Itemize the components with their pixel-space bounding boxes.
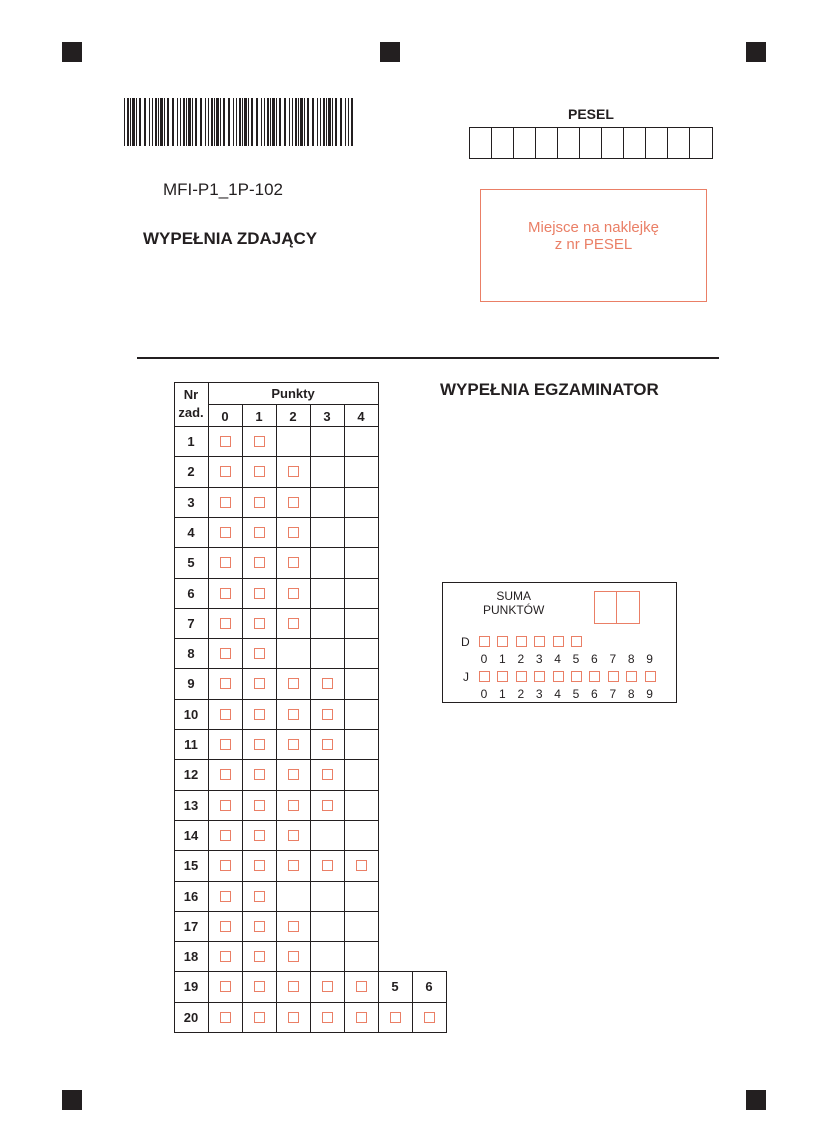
registration-mark-top-left	[62, 42, 82, 62]
score-checkbox[interactable]	[356, 981, 367, 992]
score-checkbox[interactable]	[220, 769, 231, 780]
score-checkbox[interactable]	[220, 648, 231, 659]
score-checkbox[interactable]	[220, 891, 231, 902]
barcode-bar	[284, 98, 286, 146]
units-digit-label: 3	[535, 687, 543, 701]
score-checkbox[interactable]	[254, 951, 265, 962]
barcode-bar	[223, 98, 225, 146]
units-digit-checkbox[interactable]	[589, 671, 600, 682]
barcode-bar	[188, 98, 191, 146]
score-checkbox[interactable]	[322, 981, 333, 992]
header-point-col-label: 3	[323, 409, 331, 424]
barcode-bar	[139, 98, 141, 146]
score-checkbox[interactable]	[220, 800, 231, 811]
score-checkbox[interactable]	[288, 800, 299, 811]
barcode-bar	[239, 98, 241, 146]
tens-digit-label: 1	[499, 652, 506, 666]
tens-digit-label: 8	[627, 652, 635, 666]
task-number: 20	[183, 1009, 199, 1025]
extra-point-col-label: 5	[391, 979, 399, 995]
pesel-label: PESEL	[568, 106, 614, 122]
pesel-digit-box[interactable]	[624, 128, 646, 158]
score-checkbox[interactable]	[424, 1012, 435, 1023]
registration-mark-top-center	[380, 42, 400, 62]
units-digit-checkbox[interactable]	[516, 671, 527, 682]
pesel-digit-box[interactable]	[536, 128, 558, 158]
barcode-bar	[228, 98, 230, 146]
header-zad-label: zad.	[178, 405, 204, 420]
row-d-label: D	[461, 635, 470, 649]
score-checkbox[interactable]	[220, 436, 231, 447]
tens-digit-label: 7	[609, 652, 617, 666]
pesel-digit-box[interactable]	[558, 128, 580, 158]
barcode-bar	[272, 98, 275, 146]
score-checkbox[interactable]	[288, 527, 299, 538]
barcode-bar	[251, 98, 253, 146]
score-checkbox[interactable]	[254, 981, 265, 992]
score-checkbox[interactable]	[220, 618, 231, 629]
score-cell	[344, 608, 379, 639]
task-number: 2	[187, 464, 195, 480]
barcode-bar	[332, 98, 333, 146]
score-checkbox[interactable]	[220, 588, 231, 599]
units-digit-label: 0	[480, 687, 488, 701]
score-checkbox[interactable]	[322, 860, 333, 871]
score-cell	[310, 941, 345, 972]
score-cell	[310, 608, 345, 639]
barcode-bar	[304, 98, 305, 146]
score-cell	[344, 578, 379, 609]
score-cell	[276, 638, 311, 669]
score-cell	[310, 881, 345, 912]
barcode-bar	[127, 98, 129, 146]
score-cell	[310, 426, 345, 457]
barcode-bar	[158, 98, 159, 146]
task-number: 9	[187, 676, 195, 692]
exam-code: MFI-P1_1P-102	[163, 180, 283, 199]
tens-digit-checkbox[interactable]	[571, 636, 582, 647]
score-checkbox[interactable]	[220, 830, 231, 841]
score-cell	[344, 668, 379, 699]
barcode-bar	[220, 98, 221, 146]
score-checkbox[interactable]	[288, 1012, 299, 1023]
examiner-section-title: WYPEŁNIA EGZAMINATOR	[440, 380, 659, 399]
barcode-bar	[130, 98, 131, 146]
score-checkbox[interactable]	[356, 1012, 367, 1023]
score-checkbox[interactable]	[322, 739, 333, 750]
barcode-bar	[205, 98, 206, 146]
score-checkbox[interactable]	[288, 830, 299, 841]
barcode-bar	[177, 98, 178, 146]
barcode-bar	[340, 98, 342, 146]
tens-digit-label: 3	[535, 652, 543, 666]
score-cell	[310, 487, 345, 518]
score-checkbox[interactable]	[356, 860, 367, 871]
task-number: 18	[183, 949, 199, 965]
score-cell	[344, 941, 379, 972]
task-number: 17	[183, 918, 199, 934]
score-checkbox[interactable]	[254, 860, 265, 871]
barcode-bar	[192, 98, 193, 146]
score-cell	[344, 729, 379, 760]
barcode-bar	[307, 98, 309, 146]
score-checkbox[interactable]	[220, 921, 231, 932]
score-checkbox[interactable]	[254, 830, 265, 841]
pesel-digit-box[interactable]	[668, 128, 690, 158]
barcode-bar	[292, 98, 293, 146]
score-cell	[344, 638, 379, 669]
score-cell	[344, 426, 379, 457]
score-checkbox[interactable]	[220, 739, 231, 750]
barcode-bar	[167, 98, 169, 146]
barcode-bar	[211, 98, 213, 146]
barcode-bar	[144, 98, 146, 146]
tens-digit-checkbox[interactable]	[534, 636, 545, 647]
task-number: 14	[183, 827, 199, 843]
sticker-text-line1: Miejsce na naklejkę	[528, 219, 659, 236]
barcode-bar	[186, 98, 187, 146]
score-cell	[344, 547, 379, 578]
barcode-bar	[345, 98, 346, 146]
score-cell	[310, 911, 345, 942]
score-cell	[344, 456, 379, 487]
score-checkbox[interactable]	[288, 739, 299, 750]
barcode-bar	[267, 98, 269, 146]
barcode-bar	[264, 98, 265, 146]
score-checkbox[interactable]	[288, 618, 299, 629]
score-checkbox[interactable]	[254, 557, 265, 568]
barcode-bar	[195, 98, 197, 146]
task-number: 5	[187, 555, 195, 571]
barcode-bar	[164, 98, 165, 146]
score-cell	[344, 790, 379, 821]
tens-digit-label: 9	[646, 652, 653, 666]
sum-points-boxes[interactable]	[594, 591, 640, 624]
score-checkbox[interactable]	[288, 588, 299, 599]
score-cell	[310, 638, 345, 669]
barcode-bar	[351, 98, 353, 146]
barcode-bar	[312, 98, 314, 146]
score-checkbox[interactable]	[220, 527, 231, 538]
barcode-bar	[160, 98, 163, 146]
units-digit-label: 4	[554, 687, 561, 701]
barcode-bar	[348, 98, 349, 146]
header-point-col-label: 0	[221, 409, 229, 424]
task-number: 16	[183, 888, 199, 904]
score-checkbox[interactable]	[288, 860, 299, 871]
task-number: 13	[183, 797, 199, 813]
pesel-sticker-area	[480, 189, 707, 302]
candidate-section-title: WYPEŁNIA ZDAJĄCY	[143, 229, 318, 248]
tens-digit-checkbox[interactable]	[516, 636, 527, 647]
barcode-bar	[172, 98, 174, 146]
units-digit-label: 8	[627, 687, 635, 701]
score-checkbox[interactable]	[288, 466, 299, 477]
score-checkbox[interactable]	[288, 769, 299, 780]
units-digit-checkbox[interactable]	[534, 671, 545, 682]
task-number: 1	[187, 434, 195, 449]
score-checkbox[interactable]	[288, 921, 299, 932]
barcode-bar	[233, 98, 234, 146]
pesel-digit-box[interactable]	[514, 128, 536, 158]
barcode-bar	[328, 98, 331, 146]
score-cell	[344, 820, 379, 851]
score-checkbox[interactable]	[254, 709, 265, 720]
registration-mark-bottom-left	[62, 1090, 82, 1110]
barcode-bar	[236, 98, 237, 146]
units-digit-label: 7	[609, 687, 617, 701]
task-number: 4	[187, 524, 195, 540]
task-number: 15	[183, 858, 199, 874]
score-cell	[344, 517, 379, 548]
pesel-digit-box[interactable]	[492, 128, 514, 158]
barcode-bar	[298, 98, 299, 146]
score-checkbox[interactable]	[220, 497, 231, 508]
score-checkbox[interactable]	[254, 678, 265, 689]
score-checkbox[interactable]	[254, 921, 265, 932]
barcode-bar	[242, 98, 243, 146]
score-checkbox[interactable]	[390, 1012, 401, 1023]
score-checkbox[interactable]	[220, 951, 231, 962]
task-number: 10	[183, 706, 199, 722]
score-checkbox[interactable]	[322, 769, 333, 780]
score-cell	[344, 911, 379, 942]
barcode-bar	[295, 98, 297, 146]
pesel-digit-box[interactable]	[580, 128, 602, 158]
header-point-col-label: 4	[357, 409, 365, 424]
score-checkbox[interactable]	[254, 588, 265, 599]
header-point-col-label: 2	[289, 409, 297, 424]
score-checkbox[interactable]	[254, 497, 265, 508]
score-cell	[276, 881, 311, 912]
score-checkbox[interactable]	[220, 678, 231, 689]
pesel-digit-box[interactable]	[690, 128, 712, 158]
score-checkbox[interactable]	[254, 436, 265, 447]
units-digit-checkbox[interactable]	[497, 671, 508, 682]
barcode-bar	[183, 98, 185, 146]
units-digit-label: 9	[646, 687, 653, 701]
barcode-bar	[208, 98, 209, 146]
score-checkbox[interactable]	[254, 527, 265, 538]
sum-points-label	[483, 589, 544, 617]
barcode-bar	[149, 98, 150, 146]
score-cell	[310, 820, 345, 851]
score-checkbox[interactable]	[322, 678, 333, 689]
tens-digit-label: 2	[517, 652, 525, 666]
units-digit-checkbox[interactable]	[645, 671, 656, 682]
units-digit-label: 6	[591, 687, 598, 701]
barcode-bar	[200, 98, 202, 146]
score-checkbox[interactable]	[322, 709, 333, 720]
units-digit-checkbox[interactable]	[608, 671, 619, 682]
barcode-bar	[323, 98, 325, 146]
pesel-digit-box[interactable]	[602, 128, 624, 158]
barcode	[124, 98, 354, 146]
tens-digit-checkbox[interactable]	[479, 636, 490, 647]
barcode-bar	[152, 98, 153, 146]
score-cell	[276, 426, 311, 457]
units-digit-label: 2	[517, 687, 525, 701]
pesel-input-boxes[interactable]	[469, 127, 713, 159]
tens-digit-label: 4	[554, 652, 561, 666]
pesel-digit-box[interactable]	[646, 128, 668, 158]
units-digit-checkbox[interactable]	[479, 671, 490, 682]
sum-label-line2: PUNKTÓW	[483, 603, 545, 617]
barcode-bar	[270, 98, 271, 146]
barcode-bar	[261, 98, 262, 146]
barcode-bar	[320, 98, 321, 146]
barcode-bar	[248, 98, 249, 146]
score-checkbox[interactable]	[288, 557, 299, 568]
task-number: 11	[184, 737, 198, 752]
tens-digit-label: 5	[572, 652, 580, 666]
units-digit-label: 5	[572, 687, 580, 701]
score-checkbox[interactable]	[254, 739, 265, 750]
task-number: 12	[183, 767, 199, 783]
task-number: 19	[183, 979, 199, 995]
sum-label-line1: SUMA	[496, 589, 531, 603]
score-cell	[310, 517, 345, 548]
task-number: 8	[187, 646, 195, 662]
score-checkbox[interactable]	[254, 891, 265, 902]
section-divider	[137, 357, 719, 359]
score-checkbox[interactable]	[288, 709, 299, 720]
score-checkbox[interactable]	[220, 1012, 231, 1023]
tens-digit-checkbox[interactable]	[497, 636, 508, 647]
score-checkbox[interactable]	[220, 557, 231, 568]
tens-digit-label: 6	[591, 652, 598, 666]
barcode-bar	[124, 98, 125, 146]
barcode-bar	[300, 98, 303, 146]
score-checkbox[interactable]	[220, 466, 231, 477]
barcode-bar	[276, 98, 277, 146]
units-digit-checkbox[interactable]	[571, 671, 582, 682]
barcode-bar	[244, 98, 247, 146]
barcode-bar	[326, 98, 327, 146]
barcode-bar	[256, 98, 258, 146]
task-number: 3	[187, 494, 195, 510]
score-checkbox[interactable]	[254, 466, 265, 477]
score-checkbox[interactable]	[322, 1012, 333, 1023]
header-point-col-label: 1	[255, 409, 263, 424]
score-checkbox[interactable]	[220, 981, 231, 992]
tens-digit-label: 0	[480, 652, 488, 666]
registration-mark-top-right	[746, 42, 766, 62]
units-digit-checkbox[interactable]	[626, 671, 637, 682]
score-checkbox[interactable]	[254, 648, 265, 659]
score-checkbox[interactable]	[220, 709, 231, 720]
barcode-bar	[180, 98, 181, 146]
tens-digit-checkbox[interactable]	[553, 636, 564, 647]
task-number: 7	[187, 615, 195, 631]
barcode-bar	[279, 98, 281, 146]
sum-points-panel	[442, 582, 677, 703]
score-cell	[344, 759, 379, 790]
sticker-text-line2: z nr PESEL	[554, 236, 633, 253]
barcode-bar	[132, 98, 135, 146]
barcode-bar	[216, 98, 219, 146]
pesel-digit-box[interactable]	[470, 128, 492, 158]
score-cell	[310, 578, 345, 609]
score-checkbox[interactable]	[288, 981, 299, 992]
score-checkbox[interactable]	[288, 951, 299, 962]
score-cell	[344, 881, 379, 912]
barcode-bar	[317, 98, 318, 146]
registration-mark-bottom-right	[746, 1090, 766, 1110]
score-cell	[310, 456, 345, 487]
score-cell	[310, 547, 345, 578]
score-checkbox[interactable]	[220, 860, 231, 871]
task-number: 6	[187, 585, 195, 601]
score-checkbox[interactable]	[254, 769, 265, 780]
units-digit-checkbox[interactable]	[553, 671, 564, 682]
barcode-bar	[335, 98, 337, 146]
barcode-bar	[155, 98, 157, 146]
score-checkbox[interactable]	[288, 678, 299, 689]
header-points-label: Punkty	[271, 386, 315, 401]
row-j-label: J	[463, 670, 469, 684]
extra-point-col-label: 6	[425, 979, 433, 995]
score-cell	[344, 487, 379, 518]
barcode-bar	[289, 98, 290, 146]
header-nr-label: Nr	[183, 387, 199, 402]
score-checkbox[interactable]	[288, 497, 299, 508]
units-digit-label: 1	[499, 687, 506, 701]
score-checkbox[interactable]	[254, 618, 265, 629]
barcode-bar	[214, 98, 215, 146]
barcode-bar	[136, 98, 137, 146]
score-checkbox[interactable]	[322, 800, 333, 811]
score-checkbox[interactable]	[254, 800, 265, 811]
score-cell	[344, 699, 379, 730]
score-checkbox[interactable]	[254, 1012, 265, 1023]
